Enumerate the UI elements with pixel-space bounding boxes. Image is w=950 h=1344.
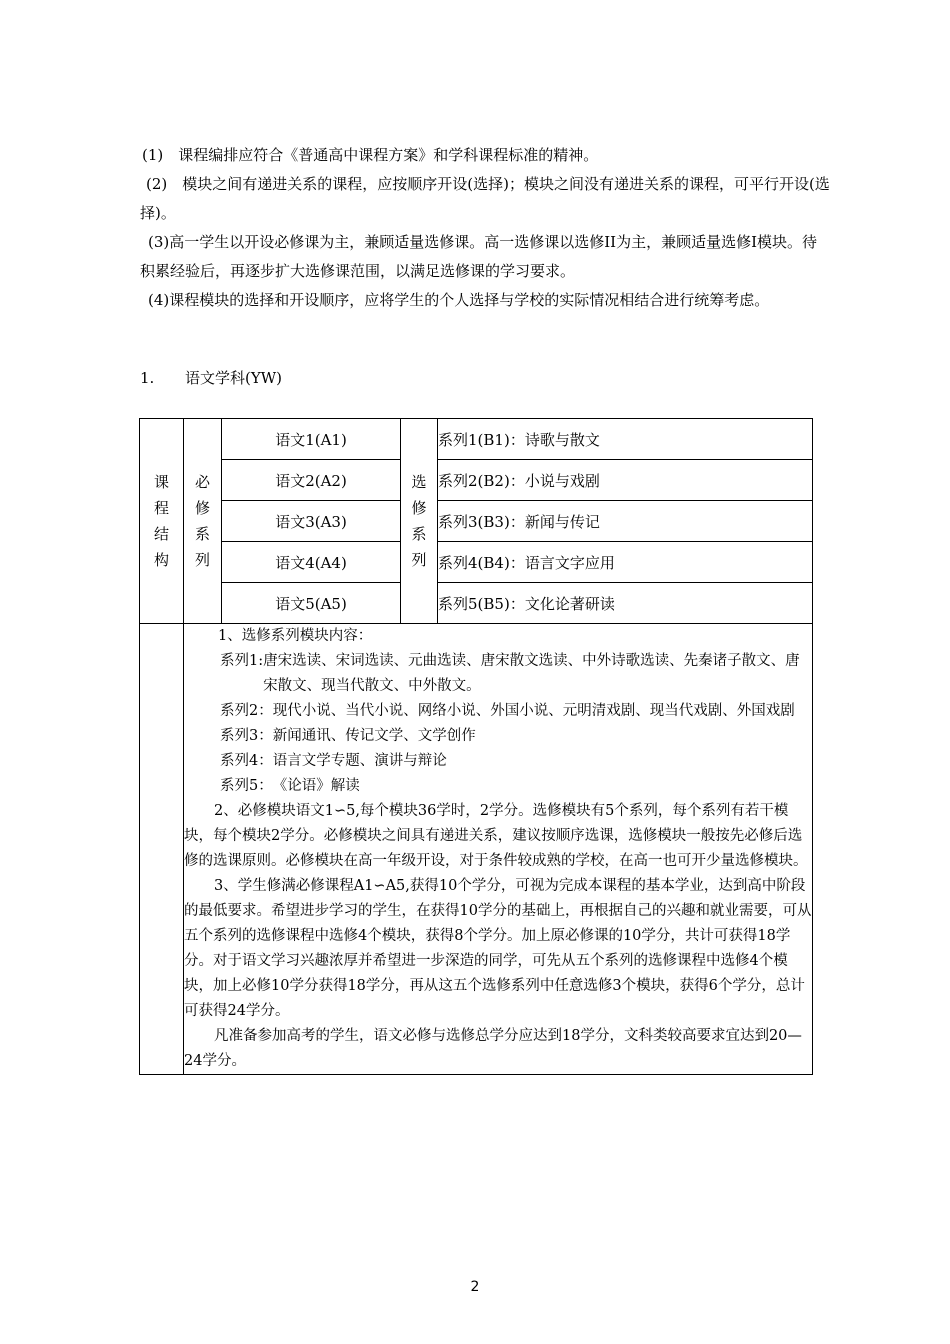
table-row (140, 542, 813, 583)
page-number: 2 (470, 1279, 480, 1295)
elective-series-cell: 系列5(B5)：文化论著研读 (438, 583, 813, 624)
structure-label-char: 构 (153, 551, 169, 569)
series-line-label: 系列2： (220, 703, 273, 719)
course-structure-table (139, 418, 813, 1075)
notes-paragraph-2: 2、必修模块语文1∽5,每个模块36学时，2学分。选修模块有5个系列，每个系列有若干模块，每个模块2学分。必修模块之间具有递进关系，建议按顺序选课，选修模块一般按先必修后选修的选课原则。必修模块在高一年级开设，对于条件较成熟的学校，在高一也可开少量选修模块。 (184, 803, 808, 869)
series-line-label: 系列4： (220, 753, 273, 769)
intro-paragraph-4: (4)课程模块的选择和开设顺序，应将学生的个人选择与学校的实际情况相结合进行统筹考虑。 (148, 291, 770, 309)
required-label-char: 修 (194, 499, 210, 517)
series-line-text: 语言文学专题、演讲与辩论 (272, 753, 447, 769)
intro-paragraph-2: (2) 模块之间有递进关系的课程，应按顺序开设(选择)；模块之间没有递进关系的课程，可平行开设(选择)。 (140, 175, 830, 222)
notes-paragraph-3: 3、学生修满必修课程A1∽A5,获得10个学分，可视为完成本课程的基本学业，达到高中阶段的最低要求。希望进步学习的学生，在获得10学分的基础上，再根据自己的兴趣和就业需要，可从五个系列的选修课程中选修4个模块，获得8个学分。加上原必修课的10学分，共计可获得18学分。对于语文学习兴趣浓厚并希望进一步深造的同学，可先从五个系列的选修课程中选修4个模块，加上必修10学分获得18学分，再从这五个选修系列中任意选修3个模块，获得6个学分，总计可获得24学分。 (184, 878, 812, 1019)
series-line (184, 649, 812, 699)
empty-label-cell (140, 624, 184, 1075)
table-row (140, 501, 813, 542)
elective-label-char: 列 (411, 551, 427, 569)
elective-label-char: 系 (411, 525, 427, 543)
structure-label-cell (140, 419, 184, 624)
series-line-text: 新闻通讯、传记文学、文学创作 (272, 728, 476, 744)
intro-paragraph-1: (1) 课程编排应符合《普通高中课程方案》和学科课程标准的精神。 (142, 146, 599, 164)
required-label-char: 列 (194, 551, 210, 569)
notes-cell (184, 624, 813, 1075)
elective-series-cell: 系列2(B2)：小说与戏剧 (438, 460, 813, 501)
table-row (140, 624, 813, 1075)
table-row (140, 583, 813, 624)
section-number: 1. (140, 369, 155, 387)
intro-paragraph-3: (3)高一学生以开设必修课为主，兼顾适量选修课。高一选修课以选修II为主，兼顾适量选修I模块。待积累经验后，再逐步扩大选修课范围，以满足选修课的学习要求。 (140, 233, 818, 280)
structure-label-char: 结 (153, 525, 169, 543)
series-line-label: 系列5： (220, 778, 273, 794)
required-module-cell: 语文1(A1) (222, 419, 401, 460)
structure-label-char: 课 (153, 473, 169, 491)
notes-paragraph-4: 凡准备参加高考的学生，语文必修与选修总学分应达到18学分，文科类较高要求宜达到20—24学分。 (184, 1028, 802, 1069)
required-module-cell: 语文5(A5) (222, 583, 401, 624)
required-module-cell: 语文4(A4) (222, 542, 401, 583)
elective-series-cell: 系列4(B4)：语言文字应用 (438, 542, 813, 583)
elective-series-label-cell (401, 419, 438, 624)
required-label-char: 系 (194, 525, 210, 543)
structure-label-char: 程 (153, 499, 169, 517)
series-line-text: 唐宋选读、宋词选读、元曲选读、唐宋散文选读、中外诗歌选读、先秦诸子散文、唐宋散文、现当代散文、中外散文。 (263, 653, 800, 694)
section-title: 语文学科(YW) (185, 369, 283, 387)
series-line-label: 系列1: (220, 653, 264, 669)
series-line (184, 699, 812, 724)
series-line-label: 系列3： (220, 728, 273, 744)
required-series-label-cell (184, 419, 222, 624)
elective-series-cell: 系列3(B3)：新闻与传记 (438, 501, 813, 542)
elective-series-cell: 系列1(B1)：诗歌与散文 (438, 419, 813, 460)
series-line (184, 774, 812, 799)
required-module-cell: 语文2(A2) (222, 460, 401, 501)
series-line-text: 现代小说、当代小说、网络小说、外国小说、元明清戏剧、现当代戏剧、外国戏剧 (272, 703, 795, 719)
required-label-char: 必 (194, 473, 210, 491)
required-module-cell: 语文3(A3) (222, 501, 401, 542)
section-heading (140, 364, 282, 393)
table-row (140, 419, 813, 460)
series-line (184, 749, 812, 774)
elective-label-char: 修 (411, 499, 427, 517)
elective-label-char: 选 (411, 473, 427, 491)
notes-heading: 1、选修系列模块内容： (218, 628, 373, 644)
series-line (184, 724, 812, 749)
series-line-text: 《论语》解读 (272, 778, 360, 794)
table-row (140, 460, 813, 501)
